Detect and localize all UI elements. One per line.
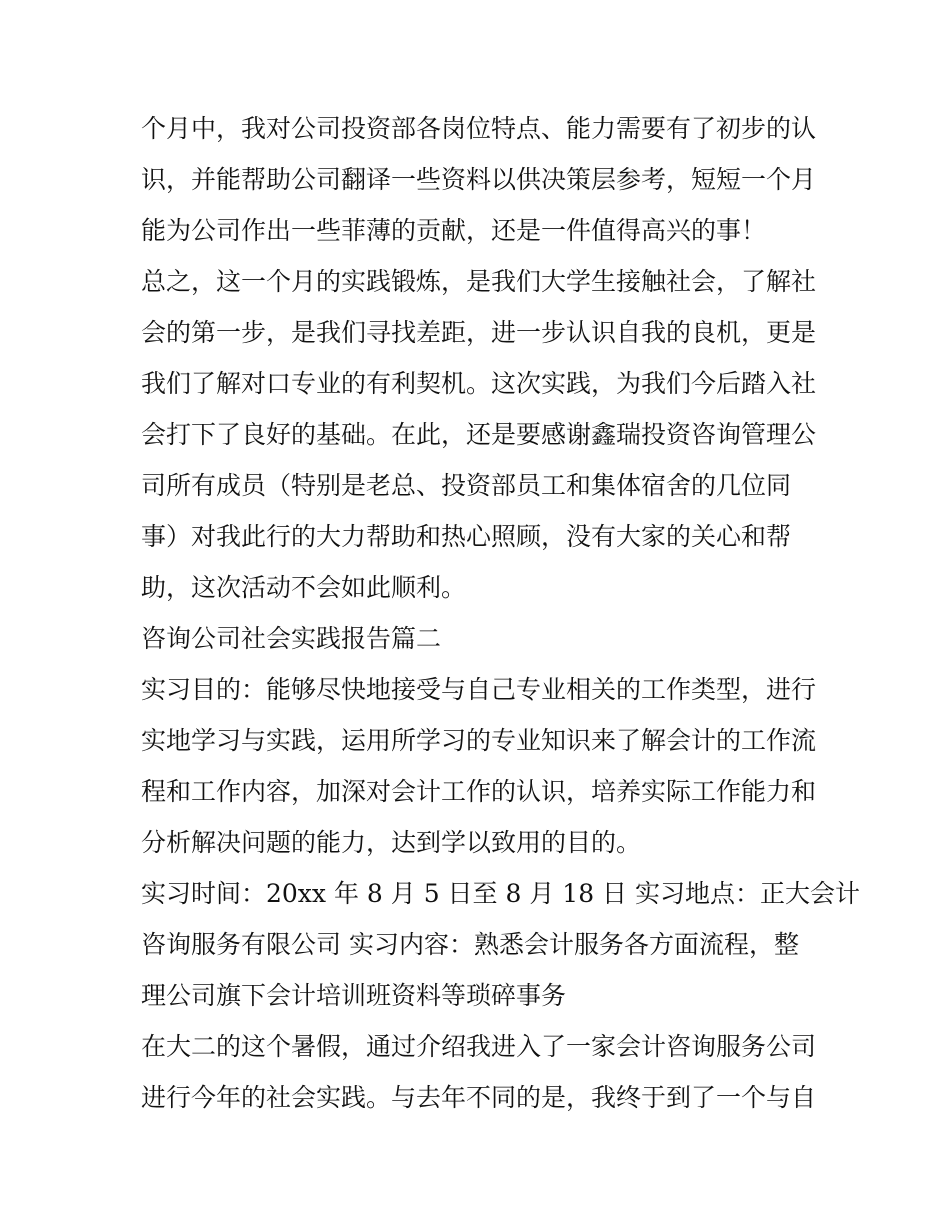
text-line: 识，并能帮助公司翻译一些资料以供决策层参考，短短一个月 [141, 165, 817, 194]
text-line: 能为公司作出一些菲薄的贡献，还是一件值得高兴的事！ [141, 216, 767, 245]
text-line: 咨询服务有限公司 实习内容：熟悉会计服务各方面流程，整 [141, 930, 799, 959]
text-line: 理公司旗下会计培训班资料等琐碎事务 [141, 981, 567, 1010]
text-line: 分析解决问题的能力，达到学以致用的目的。 [141, 828, 642, 857]
text-line: 事）对我此行的大力帮助和热心照顾，没有大家的关心和帮 [141, 522, 792, 551]
text-line: 实习目的：能够尽快地接受与自己专业相关的工作类型，进行 [141, 675, 817, 704]
text-line: 程和工作内容，加深对会计工作的认识，培养实际工作能力和 [141, 777, 817, 806]
text-line: 进行今年的社会实践。与去年不同的是，我终于到了一个与自 [141, 1083, 817, 1112]
text-line: 总之，这一个月的实践锻炼，是我们大学生接触社会，了解社 [141, 267, 817, 296]
text-line: 会打下了良好的基础。在此，还是要感谢鑫瑞投资咨询管理公 [141, 420, 817, 449]
text-line: 实地学习与实践，运用所学习的专业知识来了解会计的工作流 [141, 726, 817, 755]
document-body [141, 103, 861, 1123]
text-line: 我们了解对口专业的有利契机。这次实践，为我们今后踏入社 [141, 369, 817, 398]
text-line: 在大二的这个暑假，通过介绍我进入了一家会计咨询服务公司 [141, 1032, 817, 1061]
text-line: 个月中，我对公司投资部各岗位特点、能力需要有了初步的认 [141, 114, 817, 143]
text-line: 实习时间：20xx 年 8 月 5 日至 8 月 18 日 实习地点：正大会计 [141, 879, 861, 908]
text-line: 会的第一步，是我们寻找差距，进一步认识自我的良机，更是 [141, 318, 817, 347]
text-line: 司所有成员（特别是老总、投资部员工和集体宿舍的几位同 [141, 471, 792, 500]
section-heading: 咨询公司社会实践报告篇二 [141, 624, 442, 653]
text-line: 助，这次活动不会如此顺利。 [141, 573, 467, 602]
